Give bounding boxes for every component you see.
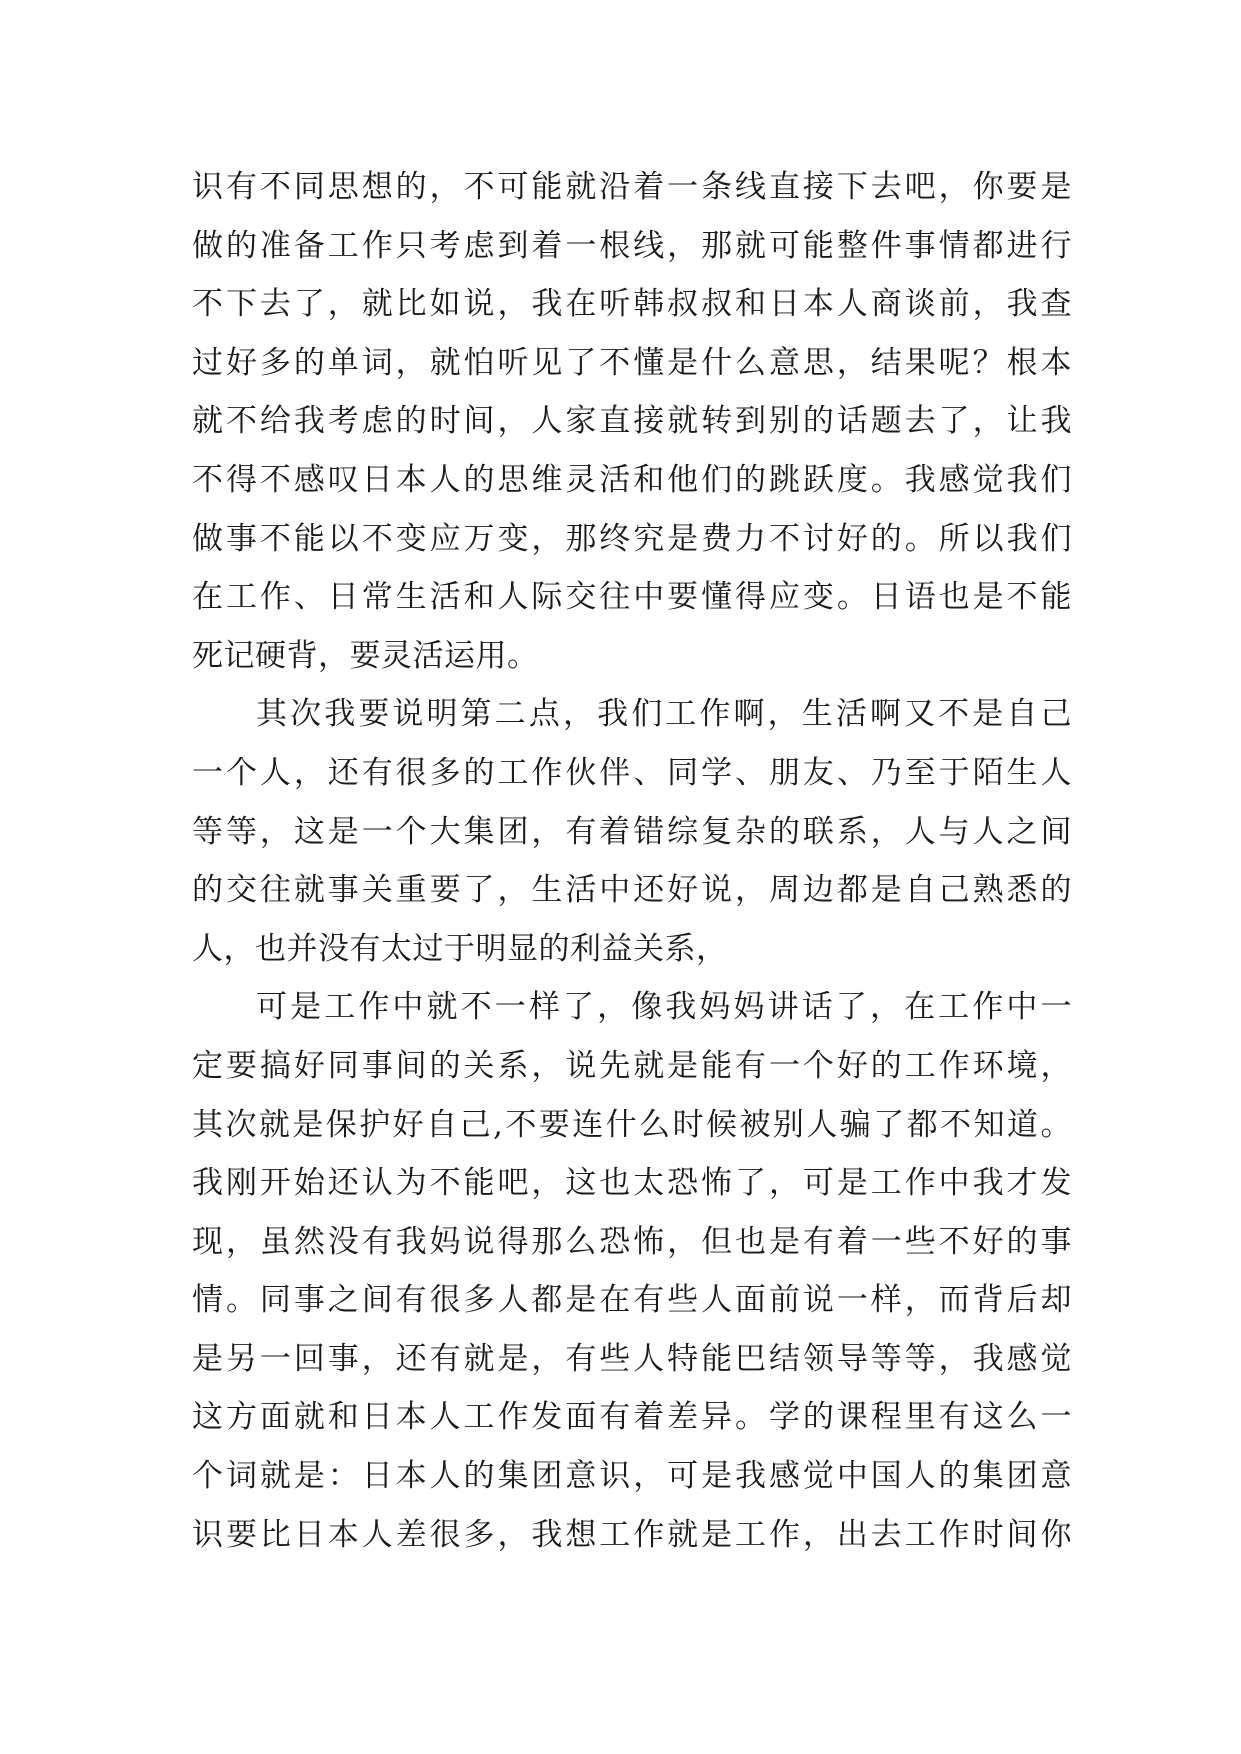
- text-line: 情。同事之间有很多人都是在有些人面前说一样，而背后却: [192, 1282, 1072, 1319]
- text-line: 不得不感叹日本人的思维灵活和他们的跳跃度。我感觉我们: [192, 461, 1072, 498]
- text-line: 定要搞好同事间的关系，说先就是能有一个好的工作环境，: [192, 1047, 1072, 1084]
- text-line: 其次就是保护好自己,不要连什么时候被别人骗了都不知道。: [192, 1106, 1072, 1143]
- text-line: 死记硬背，要灵活运用。: [192, 637, 539, 674]
- text-line: 做事不能以不变应万变，那终究是费力不讨好的。所以我们: [192, 520, 1072, 557]
- text-line: 识要比日本人差很多，我想工作就是工作，出去工作时间你: [192, 1516, 1072, 1553]
- text-line: 现，虽然没有我妈说得那么恐怖，但也是有着一些不好的事: [192, 1223, 1072, 1260]
- text-line: 不下去了，就比如说，我在听韩叔叔和日本人商谈前，我查: [192, 286, 1072, 323]
- text-line: 人，也并没有太过于明显的利益关系，: [192, 930, 728, 967]
- text-line: 识有不同思想的，不可能就沿着一条线直接下去吧，你要是: [192, 169, 1072, 205]
- paragraph-first-line: 其次我要说明第二点，我们工作啊，生活啊又不是自己: [256, 696, 1072, 733]
- text-line: 一个人，还有很多的工作伙伴、同学、朋友、乃至于陌生人: [192, 754, 1072, 791]
- text-line: 个词就是：日本人的集团意识，可是我感觉中国人的集团意: [192, 1458, 1072, 1495]
- paragraph-first-line: 可是工作中就不一样了，像我妈妈讲话了，在工作中一: [256, 989, 1072, 1026]
- text-line: 的交往就事关重要了，生活中还好说，周边都是自己熟悉的: [192, 872, 1072, 909]
- text-line: 我刚开始还认为不能吧，这也太恐怖了，可是工作中我才发: [192, 1165, 1072, 1202]
- text-line: 这方面就和日本人工作发面有着差异。学的课程里有这么一: [192, 1399, 1072, 1436]
- text-line: 在工作、日常生活和人际交往中要懂得应变。日语也是不能: [192, 579, 1072, 616]
- text-line: 过好多的单词，就怕听见了不懂是什么意思，结果呢？根本: [192, 344, 1072, 381]
- text-line: 就不给我考虑的时间，人家直接就转到别的话题去了，让我: [192, 403, 1072, 440]
- text-line: 等等，这是一个大集团，有着错综复杂的联系，人与人之间: [192, 813, 1072, 850]
- text-line: 做的准备工作只考虑到着一根线，那就可能整件事情都进行: [192, 227, 1072, 264]
- body-text: [192, 158, 1072, 1564]
- text-line: 是另一回事，还有就是，有些人特能巴结领导等等，我感觉: [192, 1340, 1072, 1377]
